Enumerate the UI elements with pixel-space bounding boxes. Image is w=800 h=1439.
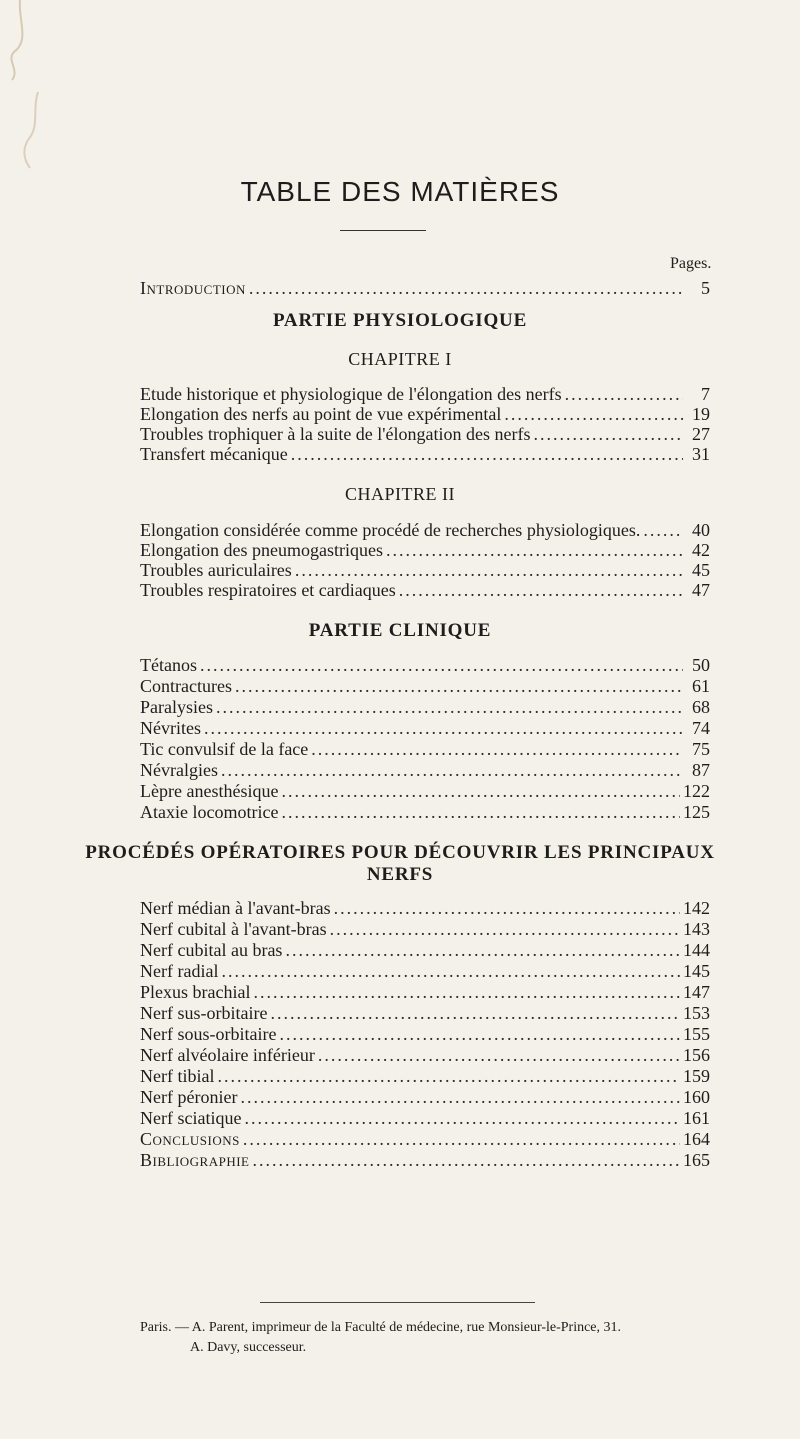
toc-entry-label: Nerf cubital à l'avant-bras (140, 919, 327, 939)
toc-entry-label: Nerf péronier (140, 1087, 238, 1107)
toc-entry-page: 68 (692, 697, 710, 717)
toc-entry-page: 125 (683, 802, 710, 822)
toc-entry-page: 5 (701, 278, 710, 298)
leader-dots (565, 384, 683, 404)
toc-entry-page: 19 (692, 404, 710, 424)
toc-entry-label: Nerf radial (140, 961, 219, 981)
toc-entry-label: Elongation des pneumogastriques (140, 540, 383, 560)
toc-entry (140, 1108, 710, 1128)
toc-entry (140, 1087, 710, 1107)
title-rule (340, 230, 426, 231)
toc-entry-label: Tic convulsif de la face (140, 739, 309, 759)
toc-entry-label: Conclusions (140, 1129, 240, 1149)
toc-entry-label: Elongation considérée comme procédé de recherches physiologiques. (140, 520, 641, 540)
toc-entry-label: Etude historique et physiologique de l'élongation des nerfs (140, 384, 562, 404)
toc-entry (140, 560, 710, 580)
toc-entry (140, 739, 710, 759)
leader-dots (534, 424, 684, 444)
toc-entry-label: Nerf sus-orbitaire (140, 1003, 268, 1023)
toc-entry-label: Troubles trophiquer à la suite de l'élongation des nerfs (140, 424, 531, 444)
leader-dots (204, 718, 683, 738)
section-heading-procedes-line1: PROCÉDÉS OPÉRATOIRES POUR DÉCOUVRIR LES PRINCIPAUX (85, 842, 715, 863)
toc-entry (140, 982, 710, 1002)
toc-entry-page: 40 (692, 520, 710, 540)
leader-dots (285, 940, 680, 960)
toc-entry (140, 404, 710, 424)
toc-entry (140, 961, 710, 981)
toc-entry-label: Nerf sous-orbitaire (140, 1024, 277, 1044)
toc-entry-page: 155 (683, 1024, 710, 1044)
toc-entry-page: 159 (683, 1066, 710, 1086)
toc-entry-page: 75 (692, 739, 710, 759)
toc-entry-label: Bibliographie (140, 1150, 250, 1170)
toc-entry (140, 697, 710, 717)
leader-dots (200, 655, 683, 675)
toc-entry (140, 1024, 710, 1044)
toc-entry-page: 61 (692, 676, 710, 696)
leader-dots (311, 739, 683, 759)
pages-column-label: Pages. (670, 255, 712, 272)
leader-dots (291, 444, 683, 464)
printer-imprint (140, 1318, 740, 1358)
toc-entry-page: 164 (683, 1129, 710, 1149)
toc-entry-conclusions (140, 1129, 710, 1149)
page-title: TABLE DES MATIÈRES (240, 176, 560, 207)
toc-entry (140, 1003, 710, 1023)
leader-dots (330, 919, 680, 939)
toc-entry-label: Introduction (140, 278, 246, 298)
toc-entry-page: 161 (683, 1108, 710, 1128)
toc-entry-page: 145 (683, 961, 710, 981)
leader-dots (244, 1108, 680, 1128)
leader-dots (295, 560, 683, 580)
leader-dots (249, 278, 683, 298)
toc-entry (140, 540, 710, 560)
toc-entry-introduction (140, 278, 710, 298)
section-heading-partie-clinique: PARTIE CLINIQUE (308, 620, 492, 641)
leader-dots (216, 697, 683, 717)
toc-entry-label: Plexus brachial (140, 982, 251, 1002)
toc-entry-page: 45 (692, 560, 710, 580)
toc-entry-page: 143 (683, 919, 710, 939)
toc-entry-page: 147 (683, 982, 710, 1002)
leader-dots (643, 520, 683, 540)
imprint-line-1: Paris. — A. Parent, imprimeur de la Faculté de médecine, rue Monsieur-le-Prince, 31. (140, 1320, 622, 1335)
toc-entry (140, 384, 710, 404)
leader-dots (270, 1003, 680, 1023)
leader-dots (221, 760, 683, 780)
toc-entry-label: Lèpre anesthésique (140, 781, 279, 801)
toc-entry-label: Névrites (140, 718, 201, 738)
toc-entry-label: Nerf médian à l'avant-bras (140, 898, 331, 918)
toc-entry-page: 144 (683, 940, 710, 960)
toc-entry-page: 153 (683, 1003, 710, 1023)
toc-entry (140, 1066, 710, 1086)
leader-dots (386, 540, 683, 560)
leader-dots (240, 1087, 680, 1107)
toc-entry-page: 87 (692, 760, 710, 780)
chapter-heading-2: CHAPITRE II (345, 484, 455, 504)
toc-entry (140, 802, 710, 822)
toc-entry-page: 122 (683, 781, 710, 801)
imprint-line-2: A. Davy, successeur. (190, 1340, 307, 1355)
toc-entry-label: Nerf cubital au bras (140, 940, 283, 960)
leader-dots (281, 802, 680, 822)
toc-entry-page: 31 (692, 444, 710, 464)
leader-dots (243, 1129, 680, 1149)
leader-dots (279, 1024, 680, 1044)
toc-entry (140, 898, 710, 918)
toc-entry-label: Elongation des nerfs au point de vue expérimental (140, 404, 502, 424)
section-heading-partie-physiologique: PARTIE PHYSIOLOGIQUE (272, 310, 528, 331)
footer-rule (260, 1302, 535, 1303)
leader-dots (334, 898, 680, 918)
toc-entry-page: 50 (692, 655, 710, 675)
toc-entry-label: Transfert mécanique (140, 444, 288, 464)
leader-dots (253, 1150, 681, 1170)
toc-entry-bibliographie (140, 1150, 710, 1170)
toc-entry (140, 580, 710, 600)
toc-entry-label: Névralgies (140, 760, 218, 780)
toc-entry (140, 919, 710, 939)
toc-entry-page: 142 (683, 898, 710, 918)
toc-entry (140, 1045, 710, 1065)
toc-entry-label: Tétanos (140, 655, 197, 675)
toc-entry-page: 47 (692, 580, 710, 600)
toc-entry-label: Troubles respiratoires et cardiaques (140, 580, 396, 600)
leader-dots (281, 781, 680, 801)
leader-dots (318, 1045, 680, 1065)
toc-entry (140, 655, 710, 675)
toc-entry (140, 940, 710, 960)
paper-stain-mark (0, 0, 85, 170)
toc-entry (140, 520, 710, 540)
chapter-heading-1: CHAPITRE I (348, 349, 452, 369)
toc-entry (140, 424, 710, 444)
toc-entry-page: 7 (701, 384, 710, 404)
toc-entry-label: Paralysies (140, 697, 213, 717)
toc-entry-label: Nerf tibial (140, 1066, 215, 1086)
leader-dots (504, 404, 683, 424)
toc-entry-page: 42 (692, 540, 710, 560)
toc-entry (140, 760, 710, 780)
toc-entry-label: Contractures (140, 676, 232, 696)
toc-entry-page: 165 (683, 1150, 710, 1170)
leader-dots (221, 961, 680, 981)
toc-entry-page: 74 (692, 718, 710, 738)
section-heading-procedes-line2: NERFS (366, 864, 434, 885)
leader-dots (253, 982, 680, 1002)
toc-entry (140, 676, 710, 696)
toc-entry-page: 27 (692, 424, 710, 444)
leader-dots (399, 580, 683, 600)
toc-entry-label: Nerf sciatique (140, 1108, 242, 1128)
leader-dots (235, 676, 683, 696)
toc-entry-label: Troubles auriculaires (140, 560, 292, 580)
toc-entry (140, 718, 710, 738)
toc-entry-label: Nerf alvéolaire inférieur (140, 1045, 315, 1065)
toc-entry-page: 160 (683, 1087, 710, 1107)
toc-entry-label: Ataxie locomotrice (140, 802, 279, 822)
leader-dots (217, 1066, 680, 1086)
toc-entry (140, 444, 710, 464)
toc-entry-page: 156 (683, 1045, 710, 1065)
toc-entry (140, 781, 710, 801)
